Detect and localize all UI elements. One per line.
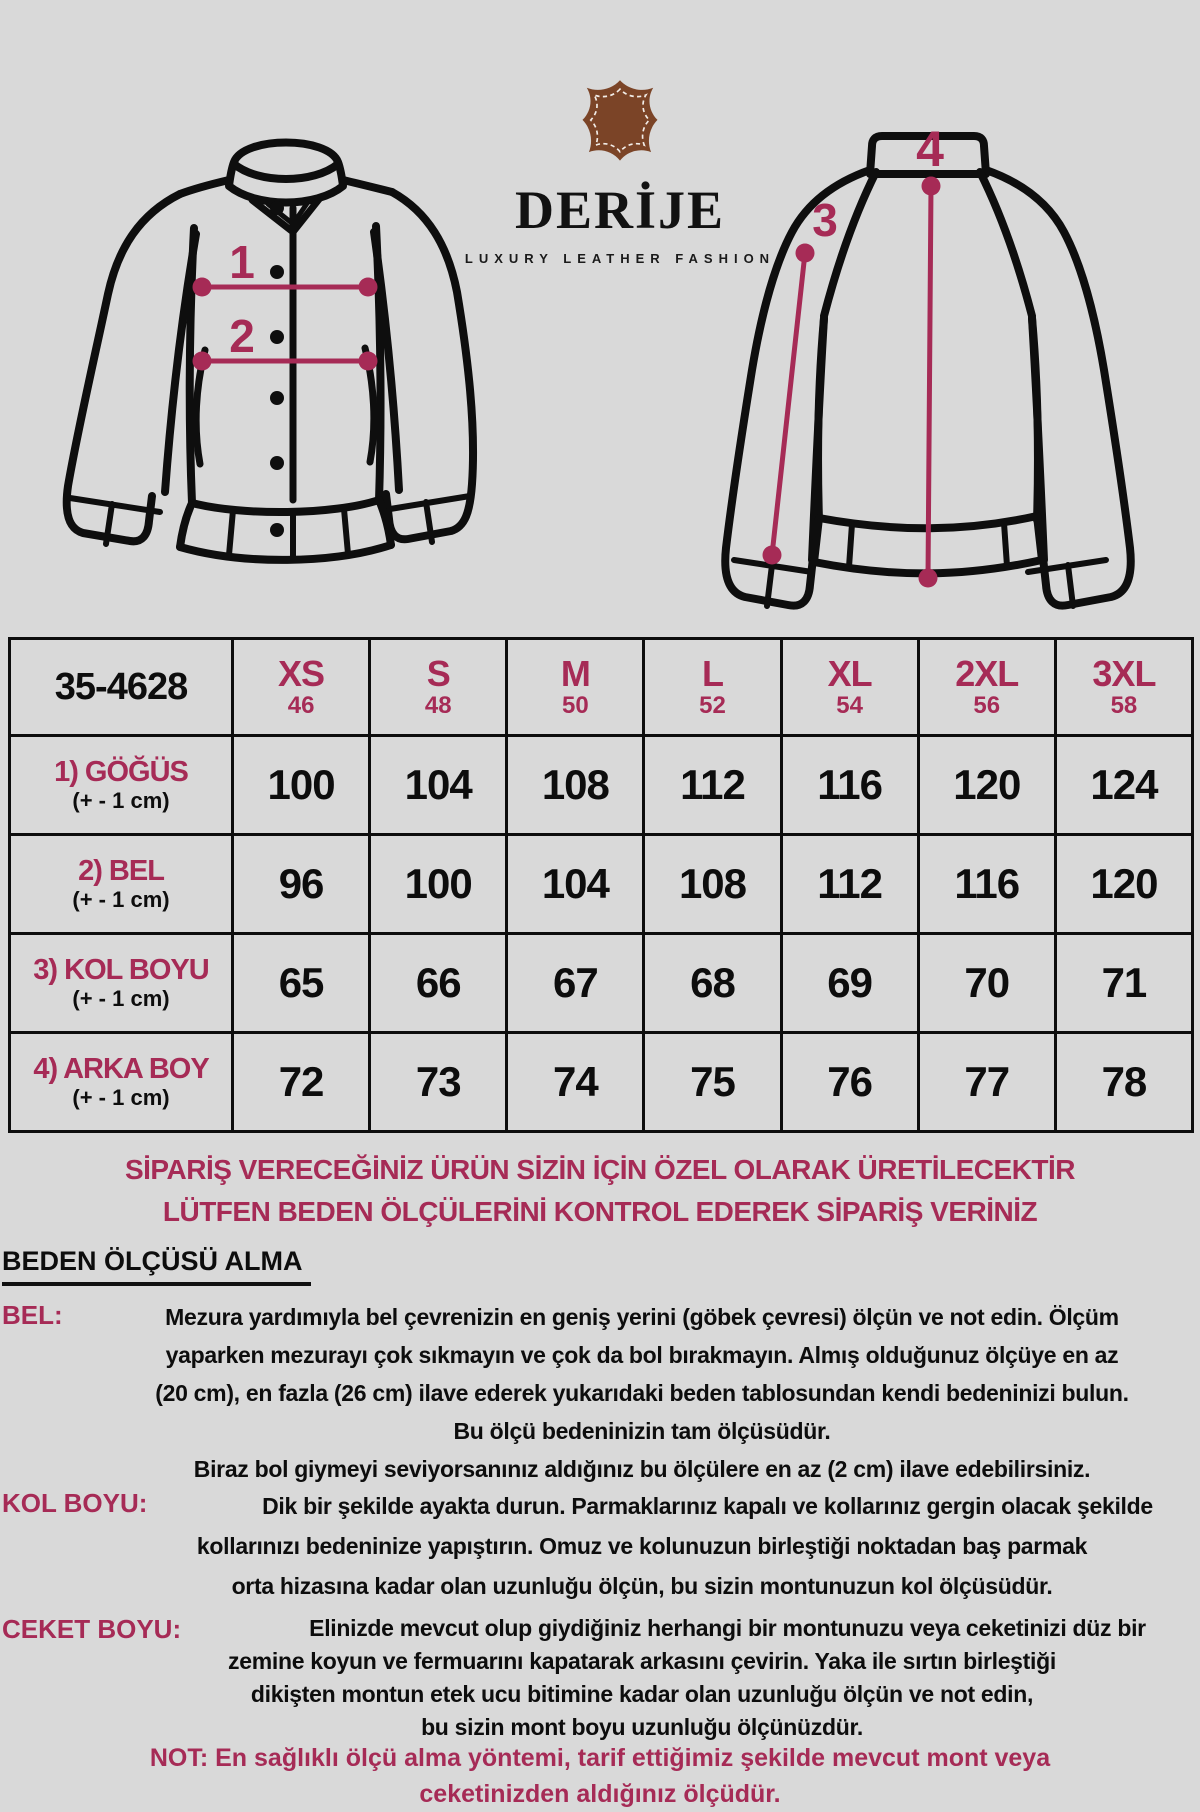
ceket-line: bu sizin mont boyu uzunluğu ölçünüzdür. [421,1714,863,1740]
size-number: 58 [1110,692,1138,719]
value-cell: 100 [233,736,370,835]
value-cell: 71 [1055,934,1192,1033]
size-number: 48 [424,692,452,719]
kol-line: Dik bir şekilde ayakta durun. Parmaklarınız kapalı ve kollarınız gergin olacak şekilde [262,1493,1153,1519]
brand-name: DERİJE [514,180,726,240]
marker-2: 2 [229,310,255,362]
size-header-xl [781,639,918,736]
value-cell: 108 [644,835,781,934]
size-label: XS [278,653,325,694]
bel-note [0,1298,1200,1488]
value-cell: 68 [644,934,781,1033]
value-cell: 66 [370,934,507,1033]
size-label: 3XL [1092,653,1156,694]
table-row-gogus [10,736,1193,835]
value-cell: 75 [644,1033,781,1132]
ceket-line: zemine koyun ve fermuarını kapatarak arkasını çevirin. Yaka ile sırtın birleştiği [228,1648,1056,1674]
size-number: 46 [287,692,315,719]
measurement-label: 1) GÖĞÜS (+ - 1 cm) [10,736,233,835]
value-cell: 70 [918,934,1055,1033]
table-row-bel [10,835,1193,934]
value-cell: 116 [781,736,918,835]
bel-line: (20 cm), en fazla (26 cm) ilave ederek yukarıdaki beden tablosundan kendi bedeninizi bulun. [155,1380,1129,1406]
marker-1: 1 [229,236,255,288]
size-label: 2XL [955,653,1019,694]
size-table [8,637,1194,1133]
brand-tagline: LUXURY LEATHER FASHION [464,251,776,266]
size-number: 52 [699,692,726,719]
preorder-warning-line-2: LÜTFEN BEDEN ÖLÇÜLERİNİ KONTROL EDEREK SİPARİŞ VERİNİZ [162,1196,1038,1227]
value-cell: 74 [507,1033,644,1132]
bel-label: BEL: [2,1300,63,1330]
ceket-line: dikişten montun etek ucu bitimine kadar olan uzunluğu ölçün ve not edin, [250,1681,1034,1707]
value-cell: 69 [781,934,918,1033]
marker-4: 4 [916,121,944,177]
value-cell: 67 [507,934,644,1033]
marker-3: 3 [812,194,838,246]
value-cell: 112 [781,835,918,934]
ceket-boyu-label: CEKET BOYU: [2,1614,182,1644]
section-heading: BEDEN ÖLÇÜSÜ ALMA [2,1246,311,1286]
kol-boyu-note [0,1486,1200,1606]
preorder-warning-line-1: SİPARİŞ VERECEĞİNİZ ÜRÜN SİZİN İÇİN ÖZEL OLARAK ÜRETİLECEKTİR [124,1154,1076,1185]
value-cell: 112 [644,736,781,835]
measurement-label: 2) BEL (+ - 1 cm) [10,835,233,934]
value-cell: 65 [233,934,370,1033]
size-header-2xl [918,639,1055,736]
bel-line: Biraz bol giymeyi seviyorsanınız aldığınız bu ölçülere en az (2 cm) ilave edebilirsiniz. [193,1456,1091,1482]
value-cell: 104 [370,736,507,835]
not-line: ceketinizden aldığınız ölçüdür. [419,1780,781,1808]
size-number: 54 [836,692,863,719]
kol-boyu-label: KOL BOYU: [2,1488,148,1518]
front-jacket-outline [67,143,473,561]
leather-hide-icon [577,76,663,166]
product-code: 35-4628 [10,639,233,736]
measurement-label: 3) KOL BOYU (+ - 1 cm) [10,934,233,1033]
value-cell: 124 [1055,736,1192,835]
table-row-arka-boy [10,1033,1193,1132]
size-number: 50 [562,692,589,719]
chest-measure-line [193,236,378,297]
value-cell: 100 [370,835,507,934]
bel-line: Bu ölçü bedeninizin tam ölçüsüdür. [453,1418,831,1444]
value-cell: 78 [1055,1033,1192,1132]
size-header-3xl [1055,639,1192,736]
bel-line: yaparken mezurayı çok sıkmayın ve çok da bol bırakmayın. Almış olduğunuz ölçüye en az [165,1342,1119,1368]
ceket-boyu-note [0,1612,1200,1744]
size-header-s [370,639,507,736]
back-length-measure-line [916,121,944,588]
kol-line: orta hizasına kadar olan uzunluğu ölçün, bu sizin montunuzun kol ölçüsüdür. [231,1573,1053,1599]
snap-buttons [270,201,284,537]
ceket-line: Elinizde mevcut olup giydiğiniz herhangi bir montunuzu veya ceketinizi düz bir [309,1615,1146,1641]
size-label: M [560,653,590,694]
value-cell: 77 [918,1033,1055,1132]
value-cell: 104 [507,835,644,934]
value-cell: 108 [507,736,644,835]
value-cell: 116 [918,835,1055,934]
size-header-l [644,639,781,736]
size-label: L [701,653,723,694]
logo [460,76,780,266]
value-cell: 120 [1055,835,1192,934]
value-cell: 72 [233,1033,370,1132]
size-label: S [426,653,450,694]
size-header-m [507,639,644,736]
measurement-label: 4) ARKA BOY (+ - 1 cm) [10,1033,233,1132]
size-header-row [10,639,1193,736]
value-cell: 76 [781,1033,918,1132]
size-number: 56 [973,692,1001,719]
front-jacket-illustration [28,96,480,566]
size-header-xs [233,639,370,736]
kol-line: kollarınızı bedeninize yapıştırın. Omuz ve kolunuzun birleştiği noktadan baş parmak [196,1533,1088,1559]
value-cell: 120 [918,736,1055,835]
waist-measure-line [193,310,378,371]
value-cell: 96 [233,835,370,934]
general-note [0,1740,1200,1812]
not-line: NOT: En sağlıklı ölçü alma yöntemi, tarif ettiğimiz şekilde mevcut mont veya [149,1744,1051,1772]
value-cell: 73 [370,1033,507,1132]
table-row-kol-boyu [10,934,1193,1033]
bel-line: Mezura yardımıyla bel çevrenizin en geniş yerini (göbek çevresi) ölçün ve not edin. Ölçüm [165,1304,1119,1330]
size-label: XL [827,653,872,694]
